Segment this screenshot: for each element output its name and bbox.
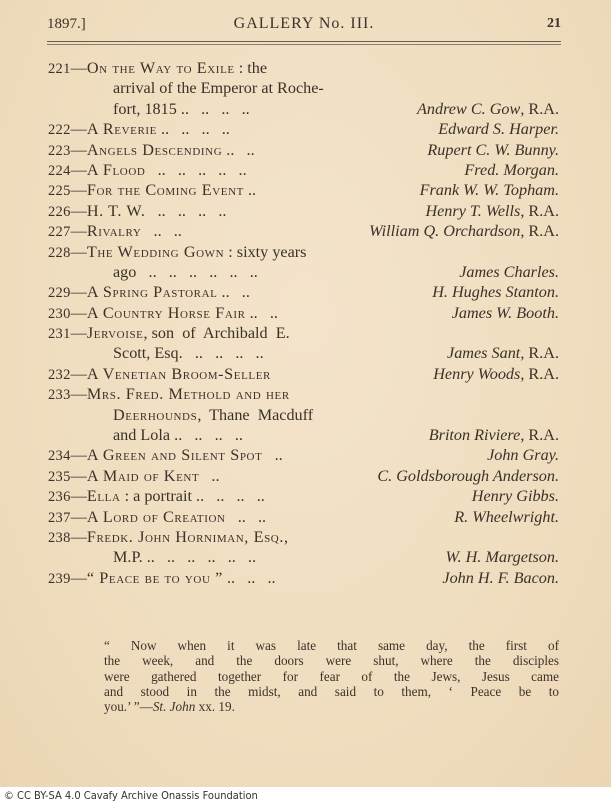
- artist-name-text: C. Goldsborough Anderson.: [377, 466, 559, 485]
- artist-name: [420, 180, 559, 200]
- entry-subtitle: : the: [234, 59, 268, 77]
- dot-leader: .. .. .. ..: [145, 201, 227, 220]
- dot-leader: .. .. .. ..: [182, 344, 264, 363]
- entry-title: A Lord of Creation: [86, 507, 226, 526]
- dot-leader: .. ..: [222, 140, 255, 159]
- entry-title: A Maid of Kent: [86, 466, 200, 485]
- artist-honorific: , R.A.: [520, 344, 559, 363]
- entry-title: “ Peace be to you ”: [86, 568, 223, 587]
- entry-dash: —: [70, 487, 87, 506]
- entry-dash: —: [70, 283, 87, 302]
- entry-dash: —: [70, 568, 87, 587]
- entry-number: 225: [48, 183, 71, 200]
- entry-title: Ella: [86, 487, 121, 506]
- artist-name: [472, 486, 559, 506]
- catalogue-entry-line: [48, 486, 559, 506]
- artist-name-text: James Sant: [447, 344, 521, 363]
- entry-title: A Venetian Broom-Seller: [86, 364, 271, 383]
- dot-leader: .. ..: [225, 507, 267, 526]
- entry-number: 239: [48, 570, 71, 587]
- artist-name-text: William Q. Orchardson: [369, 222, 521, 241]
- entry-dash: —: [70, 59, 87, 77]
- entry-number: 232: [48, 366, 71, 383]
- quote-line: and stood in the midst, and said to them, ‘ Peace be to: [104, 683, 559, 699]
- entry-number: 237: [48, 509, 71, 526]
- quote-end-text: you.’ ”—: [104, 699, 153, 715]
- catalogue-entry-continuation: [48, 405, 559, 425]
- artist-name: [438, 119, 559, 139]
- entry-continued-text: and Lola: [113, 426, 171, 445]
- artist-name: [454, 507, 559, 527]
- artist-name: [417, 99, 559, 119]
- entry-number: 231: [48, 326, 71, 343]
- entry-number: 224: [48, 162, 71, 179]
- entry-dash: —: [70, 160, 87, 179]
- dot-leader: .. .. .. .. .. ..: [136, 262, 258, 281]
- artist-name-text: Henry T. Wells: [425, 201, 521, 220]
- entry-number: 228: [48, 244, 71, 261]
- artist-name: [442, 568, 559, 588]
- artist-name-text: W. H. Margetson.: [445, 548, 559, 567]
- artist-name-text: James W. Booth.: [451, 303, 559, 322]
- quote-line: the week, and the doors were shut, where the disciples: [104, 653, 559, 669]
- entry-number: 236: [48, 489, 71, 506]
- catalogue-entry-line: [48, 303, 559, 323]
- entry-continued-text: Scott, Esq.: [113, 344, 183, 363]
- artist-name-text: R. Wheelwright.: [454, 507, 559, 526]
- dot-leader: .. .. .. ..: [176, 99, 250, 118]
- scripture-quote: [104, 638, 559, 714]
- artist-name: [432, 282, 559, 302]
- dot-leader: .. ..: [141, 222, 182, 241]
- entry-number: 238: [48, 529, 71, 546]
- artist-name: [487, 445, 559, 465]
- entry-title: A Green and Silent Spot: [86, 446, 263, 465]
- entry-number: 230: [48, 305, 71, 322]
- catalogue-entry-line: [48, 221, 559, 241]
- entry-title: Fredk. John Horniman, Esq.,: [86, 527, 289, 546]
- catalogue-entry-line: [48, 201, 559, 221]
- artist-name: [446, 547, 559, 567]
- entry-dash: —: [70, 242, 87, 261]
- entry-title: Mrs. Fred. Methold and her: [86, 385, 290, 404]
- entry-continued-text: fort, 1815: [113, 99, 177, 118]
- catalogue-entry-line: [48, 323, 559, 343]
- catalogue-entry-line: [48, 140, 559, 160]
- entry-continued-text: arrival of the Emperor at Roche-: [113, 79, 324, 98]
- entry-dash: —: [70, 446, 87, 465]
- quote-citation-book: St. John: [152, 699, 196, 715]
- quote-citation-ref: xx. 19.: [195, 699, 235, 715]
- copyright-credit: © CC BY-SA 4.0 Cavafy Archive Onassis Foundation: [4, 789, 258, 802]
- dot-leader: .. .. .. ..: [170, 426, 243, 445]
- entry-dash: —: [70, 303, 87, 322]
- entry-dash: —: [70, 466, 87, 485]
- catalogue-entry-line: [48, 58, 559, 78]
- artist-honorific: , R.A.: [520, 426, 559, 445]
- artist-name: [433, 364, 559, 384]
- artist-name-text: John H. F. Bacon.: [442, 568, 559, 587]
- artist-name-text: James Charles.: [459, 262, 559, 281]
- entry-title-continued: Deerhounds: [113, 405, 198, 424]
- running-header: [47, 14, 561, 36]
- header-year: 1897.]: [47, 16, 86, 32]
- artist-name-text: Henry Gibbs.: [471, 487, 559, 506]
- artist-name: [459, 262, 559, 282]
- dot-leader: .. .. ..: [222, 568, 276, 587]
- entry-title: A Reverie: [86, 120, 157, 139]
- header-title: GALLERY No. III.: [233, 15, 375, 32]
- catalogue-entry-line: [48, 180, 559, 200]
- artist-name: [377, 466, 559, 486]
- header-rule-second: [47, 44, 561, 45]
- artist-name-text: Fred. Morgan.: [464, 160, 559, 179]
- entry-number: 235: [48, 468, 71, 485]
- entry-subtitle: , son of Archibald E.: [143, 324, 290, 343]
- header-rule: [47, 41, 561, 42]
- entry-dash: —: [70, 324, 87, 343]
- entry-number: 226: [48, 203, 71, 220]
- catalogue-entry-line: [48, 242, 559, 262]
- quote-line: were gathered together for fear of the Jews, Jesus came: [104, 668, 559, 684]
- entry-title: On the Way to Exile: [86, 59, 235, 77]
- entry-title: Jervoise: [86, 324, 144, 343]
- catalogue-entry-continuation: [48, 262, 559, 282]
- artist-name: [447, 343, 559, 363]
- catalogue-entry-line: [48, 160, 559, 180]
- artist-name-text: H. Hughes Stanton.: [432, 283, 559, 302]
- artist-name-text: John Gray.: [487, 446, 559, 465]
- catalogue-entries: [48, 58, 559, 588]
- catalogue-entry-continuation: [48, 99, 559, 119]
- dot-leader: .. .. .. .. ..: [145, 160, 247, 179]
- artist-name-text: Frank W. W. Topham.: [419, 181, 559, 200]
- entry-continued-text: ago: [113, 262, 137, 281]
- entry-title: Rivalry: [86, 222, 142, 241]
- entry-dash: —: [70, 222, 87, 241]
- artist-honorific: , R.A.: [520, 99, 559, 118]
- dot-leader: .. ..: [217, 283, 250, 302]
- page-number: 21: [547, 16, 561, 31]
- entry-dash: —: [70, 140, 87, 159]
- dot-leader: ..: [262, 446, 283, 465]
- artist-name-text: Edward S. Harper.: [438, 120, 559, 139]
- entry-title: Angels Descending: [86, 140, 223, 159]
- entry-title: A Spring Pastoral: [86, 283, 218, 302]
- artist-name: [429, 425, 559, 445]
- dot-leader: .. .. .. ..: [157, 120, 230, 139]
- artist-honorific: , R.A.: [520, 364, 559, 383]
- dot-leader: ..: [199, 466, 220, 485]
- entry-dash: —: [70, 364, 87, 383]
- entry-dash: —: [70, 181, 87, 200]
- catalogue-entry-line: [48, 364, 559, 384]
- artist-name: [425, 201, 559, 221]
- artist-name-text: Rupert C. W. Bunny.: [427, 140, 559, 159]
- artist-honorific: , R.A.: [520, 222, 559, 241]
- quote-line: “ Now when it was late that same day, the first of: [104, 638, 559, 653]
- entry-subtitle: : sixty years: [224, 242, 307, 261]
- dot-leader: .. .. .. .. .. ..: [142, 548, 257, 567]
- artist-name: [452, 303, 559, 323]
- catalogue-entry-continuation: [48, 343, 559, 363]
- catalogue-entry-line: [48, 568, 559, 588]
- entry-continued-text: M.P.: [113, 548, 143, 567]
- catalogue-entry-line: [48, 384, 559, 404]
- artist-honorific: , R.A.: [520, 201, 559, 220]
- catalogue-entry-line: [48, 445, 559, 465]
- entry-number: 234: [48, 448, 71, 465]
- artist-name-text: Henry Woods: [433, 364, 521, 383]
- catalogue-entry-continuation: [48, 78, 559, 98]
- entry-title: The Wedding Gown: [86, 242, 225, 261]
- catalogue-entry-line: [48, 507, 559, 527]
- entry-title: H. T. W.: [86, 201, 146, 220]
- entry-title: A Country Horse Fair: [86, 303, 246, 322]
- dot-leader: ..: [243, 181, 257, 200]
- entry-number: 227: [48, 224, 71, 241]
- entry-number: 222: [48, 122, 71, 139]
- artist-name-text: Briton Riviere: [428, 426, 521, 445]
- entry-dash: —: [70, 527, 87, 546]
- dot-leader: .. ..: [245, 303, 278, 322]
- entry-continued-text: , Thane Macduff: [197, 405, 314, 424]
- entry-number: 223: [48, 142, 71, 159]
- catalogue-entry-line: [48, 527, 559, 547]
- entry-dash: —: [70, 507, 87, 526]
- artist-name-text: Andrew C. Gow: [417, 99, 521, 118]
- entry-dash: —: [70, 385, 87, 404]
- entry-title: A Flood: [86, 160, 146, 179]
- catalogue-entry-continuation: [48, 425, 559, 445]
- entry-number: 233: [48, 387, 71, 404]
- artist-name: [464, 160, 559, 180]
- entry-title: For the Coming Event: [86, 181, 244, 200]
- entry-dash: —: [70, 120, 87, 139]
- entry-number: 221: [48, 61, 71, 77]
- catalogue-entry-line: [48, 119, 559, 139]
- dot-leader: .. .. .. ..: [191, 487, 265, 506]
- artist-name: [427, 140, 559, 160]
- quote-last-line: [104, 699, 559, 714]
- entry-number: 229: [48, 285, 71, 302]
- entry-dash: —: [70, 201, 87, 220]
- artist-name: [369, 221, 559, 241]
- catalogue-entry-line: [48, 282, 559, 302]
- entry-subtitle: : a portrait: [120, 487, 192, 506]
- catalogue-entry-continuation: [48, 547, 559, 567]
- catalogue-entry-line: [48, 466, 559, 486]
